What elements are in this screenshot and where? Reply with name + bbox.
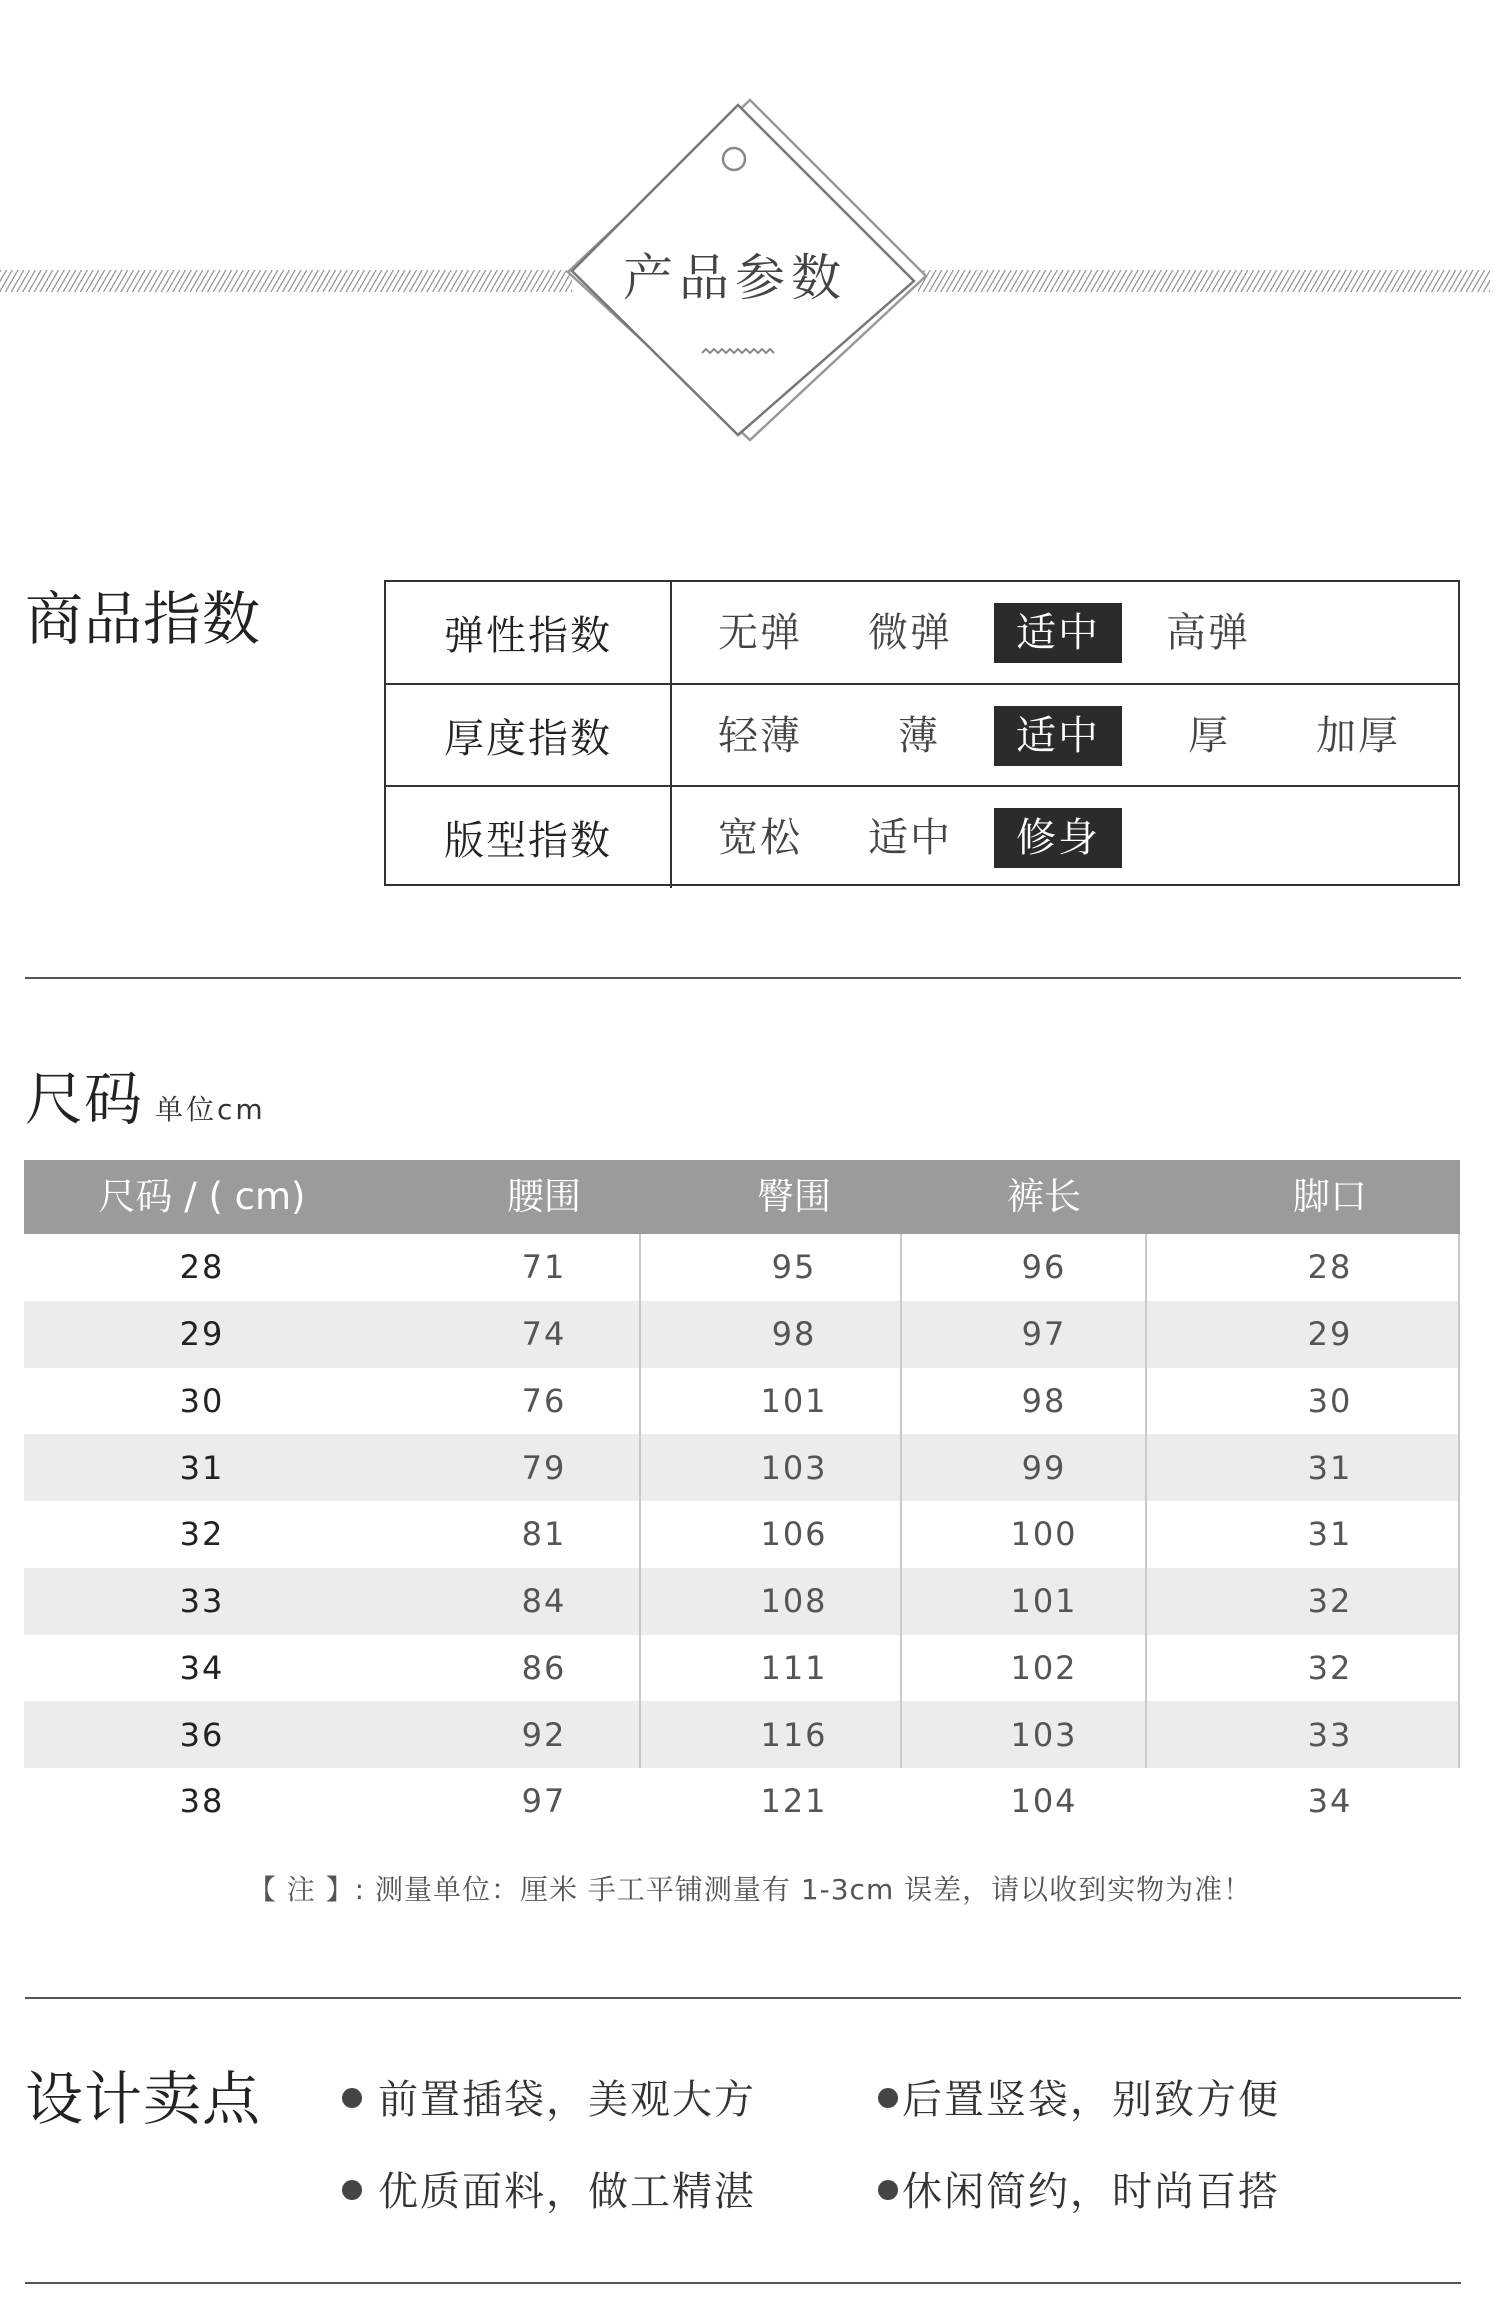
table-cell: 84 [521, 1582, 567, 1621]
table-cell: 30 [179, 1381, 225, 1420]
index-option: 宽松 [718, 814, 802, 861]
table-cell: 97 [1021, 1315, 1067, 1354]
bullet-icon [878, 2088, 898, 2108]
table-cell: 28 [1307, 1248, 1353, 1287]
column-header: 腰围 [507, 1175, 581, 1218]
table-cell: 29 [179, 1315, 225, 1354]
index-row-thickness [386, 683, 1458, 786]
decorative-hatch-right [918, 270, 1490, 292]
size-unit-label: 单位cm [155, 1093, 266, 1126]
table-cell: 31 [1307, 1515, 1353, 1554]
index-table [384, 580, 1460, 886]
size-section-title [25, 1052, 266, 1136]
table-cell: 121 [760, 1782, 828, 1821]
table-cell: 103 [760, 1448, 828, 1487]
index-option: 厚 [1188, 712, 1230, 759]
design-point [342, 2160, 756, 2217]
column-divider [900, 1234, 902, 1768]
index-row-fit [386, 785, 1458, 888]
table-cell: 33 [1307, 1715, 1353, 1754]
index-row-label: 厚度指数 [386, 685, 672, 786]
table-cell: 101 [760, 1381, 828, 1420]
table-cell: 76 [521, 1381, 567, 1420]
design-point-text: 休闲简约，时尚百搭 [902, 2169, 1280, 2215]
index-option-selected: 适中 [994, 706, 1122, 766]
table-cell: 31 [179, 1448, 225, 1487]
table-cell: 32 [1307, 1582, 1353, 1621]
table-cell: 96 [1021, 1248, 1067, 1287]
table-cell: 32 [179, 1515, 225, 1554]
table-cell: 92 [521, 1715, 567, 1754]
section-divider [25, 977, 1461, 979]
table-row [24, 1368, 1460, 1435]
table-cell: 30 [1307, 1381, 1353, 1420]
design-point-text: 优质面料，做工精湛 [378, 2169, 756, 2215]
design-section-title: 设计卖点 [25, 2065, 262, 2133]
table-cell: 104 [1010, 1782, 1078, 1821]
decorative-hatch-left [0, 270, 572, 292]
page-title: 产品参数 [623, 249, 847, 307]
index-option: 薄 [898, 712, 940, 759]
column-header: 尺码 / ( cm) [98, 1175, 306, 1218]
index-option: 高弹 [1166, 609, 1250, 656]
index-section-title: 商品指数 [25, 585, 262, 653]
column-header: 裤长 [1007, 1175, 1081, 1218]
table-cell: 99 [1021, 1448, 1067, 1487]
table-cell: 106 [760, 1515, 828, 1554]
table-cell: 74 [521, 1315, 567, 1354]
column-divider [1145, 1234, 1147, 1768]
index-row-label: 版型指数 [386, 787, 672, 888]
table-row [24, 1434, 1460, 1501]
table-row [24, 1501, 1460, 1568]
size-table-header [24, 1160, 1460, 1234]
index-row-label: 弹性指数 [386, 582, 672, 683]
design-point-text: 后置竖袋，别致方便 [902, 2077, 1280, 2123]
design-point [878, 2160, 1280, 2217]
table-cell: 102 [1010, 1648, 1078, 1687]
table-cell: 38 [179, 1782, 225, 1821]
table-cell: 31 [1307, 1448, 1353, 1487]
bullet-icon [878, 2180, 898, 2200]
table-cell: 103 [1010, 1715, 1078, 1754]
table-cell: 36 [179, 1715, 225, 1754]
index-row-elasticity [386, 582, 1458, 683]
table-cell: 116 [760, 1715, 828, 1754]
index-option: 轻薄 [718, 712, 802, 759]
bullet-icon [342, 2088, 362, 2108]
bullet-icon [342, 2180, 362, 2200]
column-divider [1458, 1234, 1460, 1768]
measurement-note: 【 注 】: 测量单位：厘米 手工平铺测量有 1-3cm 误差，请以收到实物为准！ [247, 1873, 1253, 1906]
table-row [24, 1768, 1460, 1835]
table-cell: 100 [1010, 1515, 1078, 1554]
column-header: 臀围 [757, 1175, 831, 1218]
table-cell: 29 [1307, 1315, 1353, 1354]
table-cell: 34 [1307, 1782, 1353, 1821]
table-cell: 28 [179, 1248, 225, 1287]
table-cell: 95 [771, 1248, 817, 1287]
table-cell: 98 [771, 1315, 817, 1354]
index-option: 加厚 [1316, 712, 1400, 759]
table-cell: 32 [1307, 1648, 1353, 1687]
table-cell: 71 [521, 1248, 567, 1287]
table-cell: 33 [179, 1582, 225, 1621]
size-table-body [24, 1234, 1460, 1835]
table-row [24, 1635, 1460, 1702]
index-option-selected: 修身 [994, 808, 1122, 868]
section-divider [25, 2282, 1461, 2284]
index-option: 无弹 [718, 609, 802, 656]
size-table [24, 1160, 1460, 1835]
table-row [24, 1301, 1460, 1368]
table-row [24, 1568, 1460, 1635]
table-row [24, 1701, 1460, 1768]
table-cell: 111 [760, 1648, 828, 1687]
section-divider [25, 1997, 1461, 1999]
column-divider [639, 1234, 641, 1768]
table-cell: 97 [521, 1782, 567, 1821]
table-cell: 79 [521, 1448, 567, 1487]
table-row [24, 1234, 1460, 1301]
index-option-selected: 适中 [994, 603, 1122, 663]
table-cell: 86 [521, 1648, 567, 1687]
table-cell: 108 [760, 1582, 828, 1621]
index-option: 适中 [868, 814, 952, 861]
table-cell: 101 [1010, 1582, 1078, 1621]
table-cell: 81 [521, 1515, 567, 1554]
design-point [878, 2068, 1280, 2125]
table-cell: 98 [1021, 1381, 1067, 1420]
design-point-text: 前置插袋，美观大方 [378, 2077, 756, 2123]
index-option: 微弹 [868, 609, 952, 656]
column-header: 脚口 [1293, 1175, 1367, 1218]
design-point [342, 2068, 756, 2125]
size-title-text: 尺码 [25, 1065, 144, 1133]
table-cell: 34 [179, 1648, 225, 1687]
